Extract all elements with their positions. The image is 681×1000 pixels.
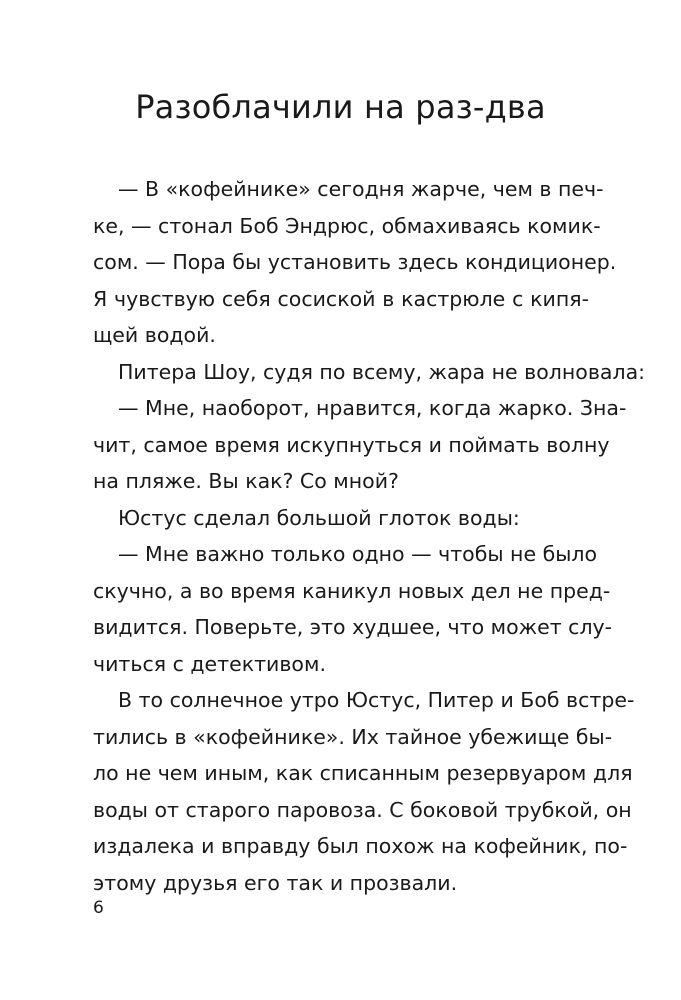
text-line: — Мне, наоборот, нравится, когда жарко. Зна-: [118, 396, 627, 420]
body-text: [93, 171, 646, 901]
page-number: 6: [93, 898, 104, 918]
text-line: ло не чем иным, как списанным резервуаром для: [93, 761, 633, 785]
text-line: издалека и вправду был похож на кофейник, по-: [93, 834, 628, 858]
text-line: Я чувствую себя сосиской в кастрюле с кипя-: [93, 286, 589, 311]
text-line: — Мне важно только одно — чтобы не было: [118, 542, 598, 566]
chapter-title: Разоблачили на раз-два: [135, 88, 546, 126]
text-line: видится. Поверьте, это худшее, что может слу-: [93, 615, 613, 639]
text-line: Юстус сделал большой глоток воды:: [118, 505, 520, 530]
text-line: В то солнечное утро Юстус, Питер и Боб встре-: [118, 688, 635, 712]
text-line: на пляже. Вы как? Со мной?: [93, 469, 399, 493]
text-line: воды от старого паровоза. С боковой трубкой, он: [93, 797, 632, 822]
text-line: щей водой.: [93, 323, 216, 347]
text-line: этому друзья его так и прозвали.: [93, 870, 458, 895]
text-line: сом. — Пора бы установить здесь кондиционер.: [93, 250, 617, 274]
text-line: тились в «кофейнике». Их тайное убежище бы-: [93, 724, 613, 749]
text-line: ке, — стонал Боб Эндрюс, обмахиваясь комик-: [93, 213, 601, 238]
text-line: Питера Шоу, судя по всему, жара не волновала:: [118, 359, 646, 384]
text-line: читься с детективом.: [93, 651, 326, 676]
text-line: скучно, а во время каникул новых дел не пред-: [93, 578, 611, 603]
text-line: — В «кофейнике» сегодня жарче, чем в печ-: [118, 177, 604, 201]
text-line: чит, самое время искупнуться и поймать волну: [93, 432, 610, 457]
